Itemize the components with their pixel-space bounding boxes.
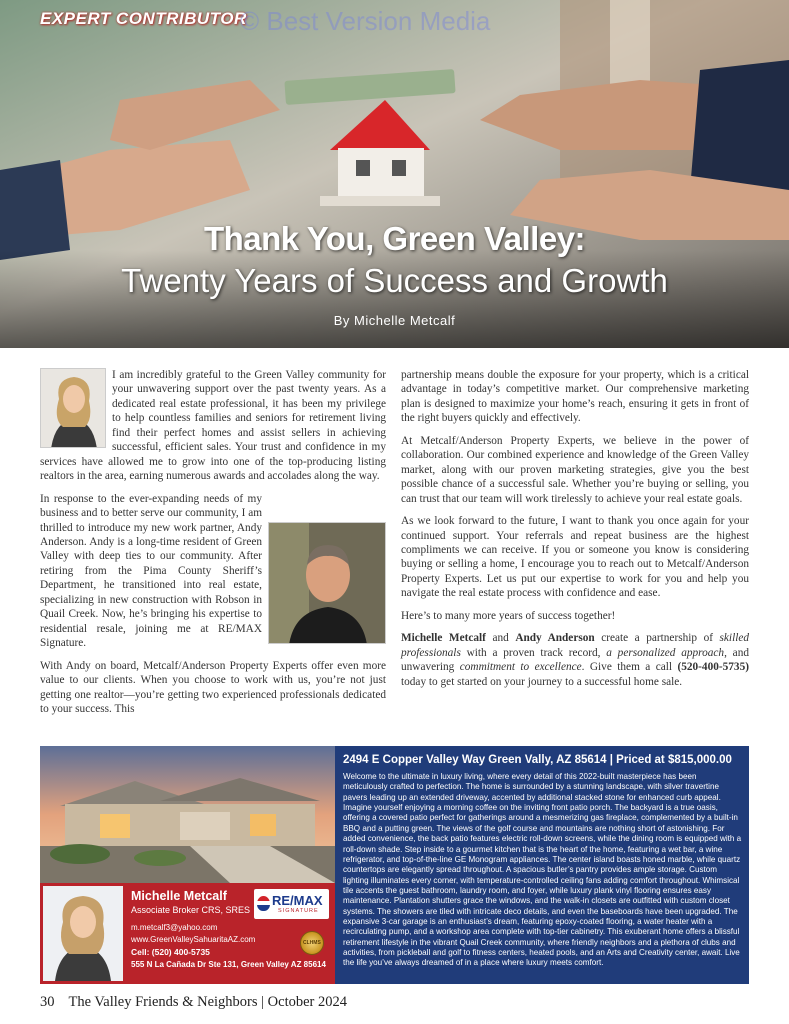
remax-logo xyxy=(254,889,329,919)
agent-cell[interactable]: Cell: (520) 400-5735 xyxy=(131,947,210,957)
paragraph-text: With Andy on board, Metcalf/Anderson Property Experts offer even more value to our clients. When you choose to work with us, you’re not just getting one realtor—you’re getting two experienced professionals dedicated to your success. This xyxy=(40,659,386,715)
paragraph xyxy=(401,368,749,426)
article-column-left xyxy=(40,368,386,724)
agent-name-2: Andy Anderson xyxy=(515,632,595,645)
clhms-badge-icon xyxy=(300,931,324,955)
publication-name: The Valley Friends & Neighbors | October 2024 xyxy=(68,994,347,1010)
paragraph: Here’s to many more years of success together! xyxy=(401,609,616,622)
author-photo xyxy=(40,368,106,448)
brand-sub: SIGNATURE xyxy=(278,908,319,914)
text: , and unwavering xyxy=(401,646,749,674)
watermark: © Best Version Media xyxy=(240,6,491,36)
emphasis: a personalized approach xyxy=(606,646,725,659)
article-subtitle: Twenty Years of Success and Growth xyxy=(121,262,668,299)
text: and xyxy=(485,632,516,645)
paragraph: As we look forward to the future, I want to thank you once again for your continued support. Your referrals and repeat business are the highest compliments we can receive. If you or someone you know is considering buying or selling a home, I encourage you to reach out to Metcalf/Anderson Property Experts. Let us put our expertise to work for you and help you navigate the real estate process with confidence and ease. xyxy=(401,515,749,600)
section-tag: EXPERT CONTRIBUTOR xyxy=(40,9,247,28)
agent-address: 555 N La Cañada Dr Ste 131, Green Valley AZ 85614 xyxy=(131,960,326,969)
partner-photo xyxy=(268,522,386,644)
text: with a proven track record, xyxy=(460,646,607,659)
closing-paragraph xyxy=(401,631,749,689)
paragraph-text: partnership means double the exposure for your property, which is a critical advantage in today’s competitive market. Our comprehensive marketing plan is designed to maximize your home’s reach, ensuring it gets in front of the right buyers quickly and effectively. xyxy=(401,369,749,425)
emphasis: commitment to excellence xyxy=(459,661,582,674)
paragraph-text: I am incredibly grateful to the Green Valley community for your unwavering support over the past twenty years. As a dedicated real estate professional, it has been my privilege to help countless families and seniors for retirement living find their perfect homes and assist sellers in achieving successful, efficient sales. Your trust and confidence in my services have allowed me to grow into one of the top-producing listing realtors in the area, earning numerous awards and accolades along the way. xyxy=(40,369,386,483)
article-title: Thank You, Green Valley: xyxy=(203,220,586,257)
phone-number[interactable]: (520-400-5735) xyxy=(677,661,749,674)
page-footer xyxy=(40,994,347,1011)
emphasis: skilled professionals xyxy=(401,632,750,659)
page-number: 30 xyxy=(40,994,55,1010)
paragraph xyxy=(40,659,386,717)
paragraph xyxy=(40,368,386,484)
paragraph-text: In response to the ever-expanding needs of my business and to better serve our community, I am thrilled to introduce my new work partner, Andy Anderson. Andy is a long-time resident of Green Valley with deep ties to our community. After retiring from the Pima County Sheriff’s Department, he transitioned into real estate, specializing in new construction with Robson in Quail Creek. Now, he’s bringing his expertise to residential resale, joining me at RE/MAX Signature. xyxy=(40,492,262,650)
agent-title: Associate Broker CRS, SRES xyxy=(131,905,251,915)
listing-description: Welcome to the ultimate in luxury living, where every detail of this 2022-built masterpiece has been meticulously crafted to perfection. The home is surrounded by a stunning landscape, with silver travertine pavers leading up an extended driveway, accented by additional stacked stone for enhanced curb appeal. Imagine yourself enjoying a morning coffee on the inviting front patio porch. The backyard is a true oasis, offering a covered patio perfect for gatherings around a mesmerizing gas fireplace, complemented by a built-in BBQ and a putting green. The views of the golf course and mountains are nothing short of astonishing. For added convenience, the back patio features electric roll-down screens, while the dining room is equipped with a roll-down shade. Step inside to a gourmet kitchen that is the heart of the home, featuring a wet bar, a wine refrigerator, and top-of-the-line GE Monogram appliances. The center island boasts honed marble, while quartz countertops are elegantly spread throughout. A spacious butler’s pantry provides ample storage. Custom lighting illuminates every corner, with temperature-controlled ceiling fans adding comfort throughout. Whimsical tile accents the guest bathroom, laundry room, and foyer, while luxury plank vinyl flooring ensures easy maintenance. Plantation shutters grace the windows, and the walk-in closets are outfitted with custom closet systems. The showers are tiled with intricate deco details, and even the baseboards have been upgraded. The expansive 3-car garage is an enthusiast’s dream, featuring epoxy-coated flooring, a water heater with a recirculating pump, and a workshop area complete with top-tier cabinetry. This exuberant home offers a blissful retirement lifestyle in the vibrant Quail Creek community, where friendly neighbors and a plethora of clubs and activities, from pickleball and golf to fitness centers, heated pools, and an Arts and Creativity center, await. Live the life you’ve always dreamed of in a place where luxury meets comfort. xyxy=(343,772,742,968)
agent-name: Michelle Metcalf xyxy=(131,889,227,903)
listing-ad xyxy=(40,746,749,984)
paragraph xyxy=(40,492,386,651)
brand-name: RE/MAX xyxy=(272,893,323,908)
paragraph: At Metcalf/Anderson Property Experts, we believe in the power of collaboration. Our combined experience and knowledge of the Green Valley market, along with our proven marketing strategies, give you the best possible chance of a successful sale. Whether you’re buying or selling, you can trust that our team will work tirelessly to achieve your real estate goals. xyxy=(401,434,749,505)
byline: By Michelle Metcalf xyxy=(333,313,456,328)
agent-card xyxy=(40,883,335,984)
agent-website[interactable]: www.GreenValleySahuaritaAZ.com xyxy=(131,935,256,944)
article-column-right xyxy=(401,368,749,697)
house-photo xyxy=(40,746,335,883)
badge-text: CLHMS xyxy=(303,940,321,946)
hero-image xyxy=(0,0,789,348)
listing-header: 2494 E Copper Valley Way Green Vally, AZ 85614 | Priced at $815,000.00 xyxy=(343,754,732,766)
balloon-icon xyxy=(257,896,270,911)
text: today to get started on your journey to a successful home sale. xyxy=(401,675,683,688)
agent-email[interactable]: m.metcalf3@yahoo.com xyxy=(131,923,218,932)
agent-photo xyxy=(43,886,123,981)
text: . Give them a call xyxy=(581,661,678,674)
text: create a partnership of xyxy=(594,632,720,645)
agent-name-1: Michelle Metcalf xyxy=(401,632,486,645)
